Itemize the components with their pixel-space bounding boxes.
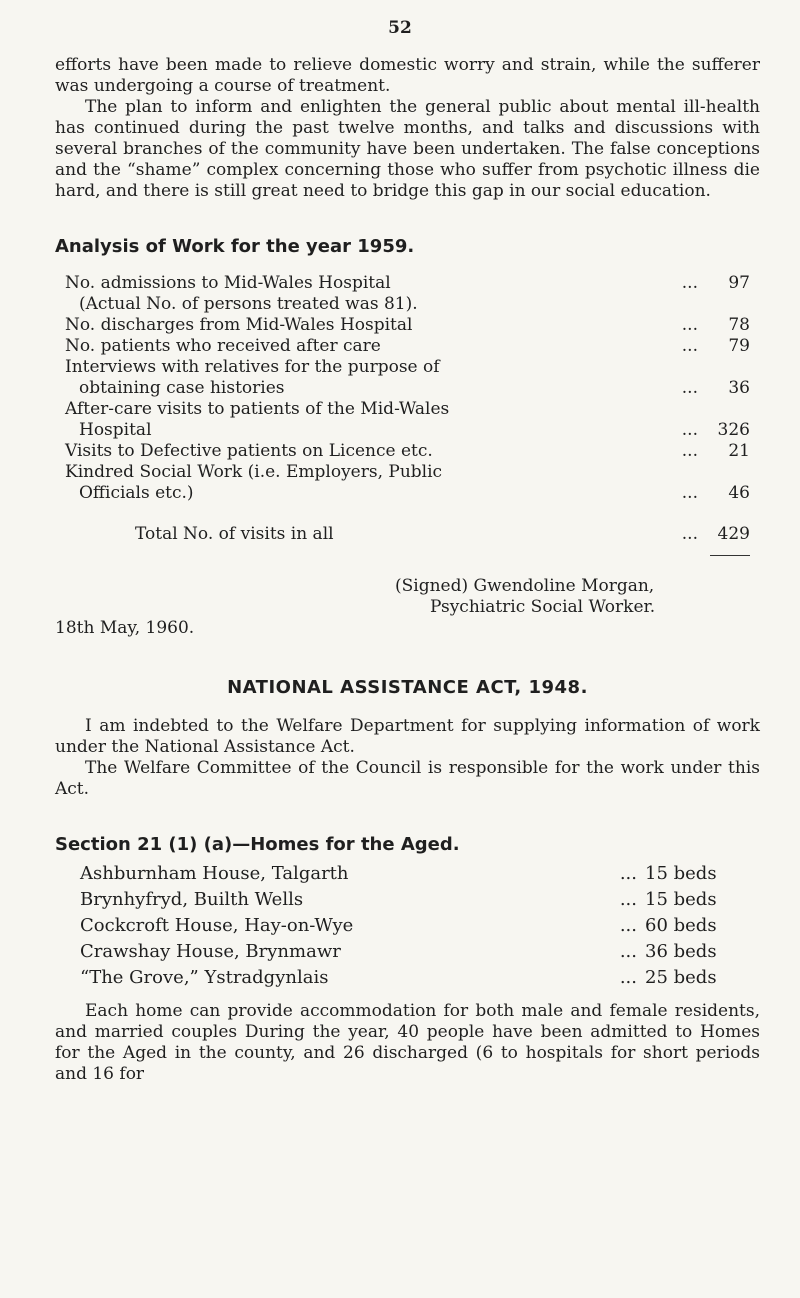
intro-paragraph: efforts have been made to relieve domestic worry and strain, while the sufferer was undergoing a course of treatment. xyxy=(55,55,760,96)
national-assistance-paragraph-1: I am indebted to the Welfare Department for supplying information of work under the National Assistance Act. xyxy=(55,716,760,757)
home-name: “The Grove,” Ystradgynlais xyxy=(80,967,329,988)
analysis-row xyxy=(65,357,750,378)
analysis-row-label: No. patients who received after care xyxy=(65,336,381,356)
analysis-total-row xyxy=(65,524,750,545)
analysis-row-value: 97 xyxy=(728,273,750,293)
home-beds: 15 beds xyxy=(645,863,717,884)
plan-paragraph: The plan to inform and enlighten the general public about mental ill-health has continued during the past twelve months, and talks and discussions with several branches of the community have been undertaken. The false conceptions and the “shame” complex concerning those who suffer from psychotic illness die hard, and there is still great need to bridge this gap in our social education. xyxy=(55,97,760,201)
analysis-row-label: Kindred Social Work (i.e. Employers, Public xyxy=(65,462,443,482)
home-beds: 36 beds xyxy=(645,941,717,962)
national-assistance-heading: NATIONAL ASSISTANCE ACT, 1948. xyxy=(227,677,588,698)
analysis-row xyxy=(65,483,750,504)
analysis-row xyxy=(65,336,750,357)
leader-dots xyxy=(648,357,710,378)
leader-dots: ... xyxy=(681,336,698,356)
leader-dots: ... xyxy=(619,863,637,884)
homes-item xyxy=(80,965,720,991)
analysis-row-value: 46 xyxy=(728,483,750,503)
leader-dots: ... xyxy=(619,967,637,988)
signature-date: 18th May, 1960. xyxy=(55,618,195,638)
leader-dots: ... xyxy=(681,378,698,398)
leader-dots: ... xyxy=(619,915,637,936)
total-underline xyxy=(710,555,750,556)
analysis-row-value: 78 xyxy=(728,315,750,335)
analysis-row-value: 326 xyxy=(717,420,750,440)
leader-dots: ... xyxy=(619,941,637,962)
signature-name: (Signed) Gwendoline Morgan, xyxy=(395,576,655,596)
analysis-row-label: Interviews with relatives for the purpose of xyxy=(65,357,440,377)
analysis-row xyxy=(65,273,750,294)
page-number: 52 xyxy=(388,18,412,38)
signature-title: Psychiatric Social Worker. xyxy=(430,597,656,617)
page-content xyxy=(55,55,760,1085)
analysis-row-value xyxy=(710,294,750,315)
homes-item xyxy=(80,861,720,887)
analysis-row xyxy=(65,315,750,336)
analysis-row xyxy=(65,399,750,420)
analysis-row-value xyxy=(710,462,750,483)
homes-heading: Section 21 (1) (a)—Homes for the Aged. xyxy=(55,834,460,855)
analysis-row-label: Visits to Defective patients on Licence etc. xyxy=(65,441,433,461)
analysis-table xyxy=(55,273,750,556)
analysis-row-value xyxy=(710,357,750,378)
analysis-row-label: obtaining case histories xyxy=(79,378,285,398)
leader-dots: ... xyxy=(681,483,698,503)
homes-item xyxy=(80,887,720,913)
analysis-row-value xyxy=(710,399,750,420)
analysis-row xyxy=(65,420,750,441)
analysis-row-label: (Actual No. of persons treated was 81). xyxy=(79,294,418,314)
leader-dots xyxy=(648,399,710,420)
home-beds: 15 beds xyxy=(645,889,717,910)
homes-item xyxy=(80,939,720,965)
analysis-row xyxy=(65,462,750,483)
home-name: Cockcroft House, Hay-on-Wye xyxy=(80,915,354,936)
analysis-row xyxy=(65,441,750,462)
analysis-row-value: 21 xyxy=(728,441,750,461)
home-name: Ashburnham House, Talgarth xyxy=(80,863,349,884)
analysis-row-value: 36 xyxy=(728,378,750,398)
home-name: Crawshay House, Brynmawr xyxy=(80,941,341,962)
analysis-row-label: No. admissions to Mid-Wales Hospital xyxy=(65,273,391,293)
homes-list xyxy=(55,861,720,991)
analysis-row-label: Hospital xyxy=(79,420,152,440)
analysis-heading: Analysis of Work for the year 1959. xyxy=(55,236,415,257)
leader-dots: ... xyxy=(681,524,698,544)
leader-dots xyxy=(648,294,710,315)
analysis-row xyxy=(65,294,750,315)
leader-dots: ... xyxy=(681,315,698,335)
leader-dots xyxy=(648,462,710,483)
analysis-row-label: After-care visits to patients of the Mid-Wales xyxy=(65,399,450,419)
home-beds: 60 beds xyxy=(645,915,717,936)
analysis-total-value: 429 xyxy=(717,524,750,544)
analysis-row xyxy=(65,378,750,399)
home-beds: 25 beds xyxy=(645,967,717,988)
analysis-total-label: Total No. of visits in all xyxy=(135,524,334,544)
signature-block xyxy=(55,576,760,639)
national-assistance-paragraph-2: The Welfare Committee of the Council is responsible for the work under this Act. xyxy=(55,758,760,799)
home-name: Brynhyfryd, Builth Wells xyxy=(80,889,304,910)
analysis-row-value: 79 xyxy=(728,336,750,356)
analysis-row-label: Officials etc.) xyxy=(79,483,194,503)
homes-item xyxy=(80,913,720,939)
homes-closing-paragraph: Each home can provide accommodation for both male and female residents, and married couples During the year, 40 people have been admitted to Homes for the Aged in the county, and 26 discharged (6 to hospitals for short periods and 16 for xyxy=(55,1001,760,1084)
leader-dots: ... xyxy=(681,420,698,440)
leader-dots: ... xyxy=(681,273,698,293)
leader-dots: ... xyxy=(681,441,698,461)
leader-dots: ... xyxy=(619,889,637,910)
analysis-row-label: No. discharges from Mid-Wales Hospital xyxy=(65,315,413,335)
